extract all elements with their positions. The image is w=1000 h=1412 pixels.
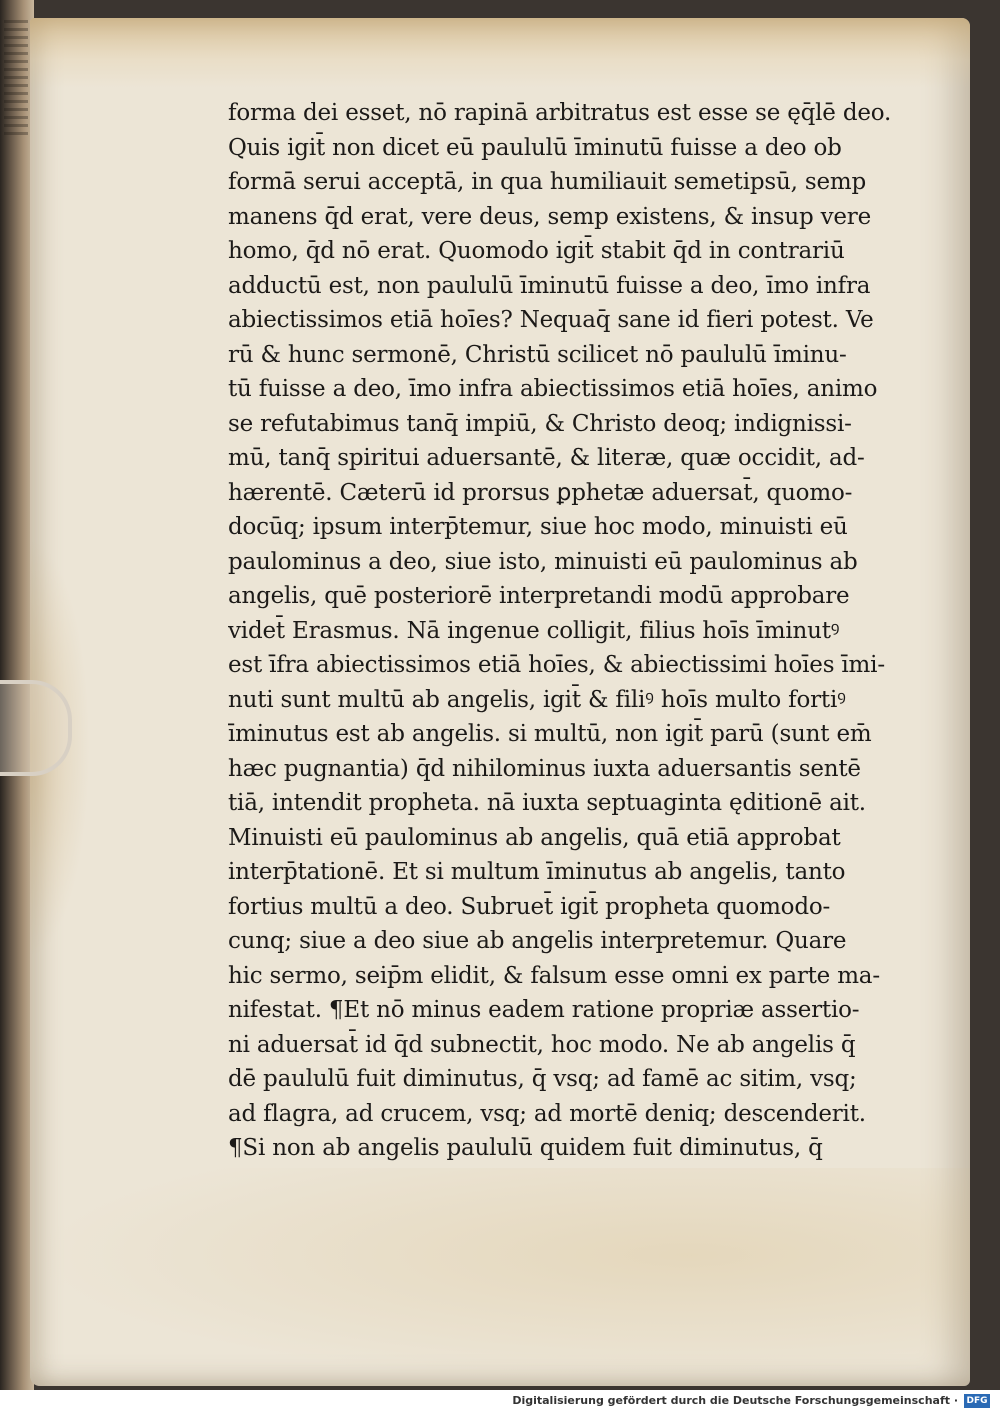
- text-line: ni aduersat̄ id q̄d subnectit, hoc modo. Ne ab angelis q̄: [228, 1031, 856, 1058]
- bottom-stain: [30, 1168, 970, 1386]
- text-line: dē paululū fuit diminutus, q̄ vsq; ad famē ac sitim, vsq;: [228, 1066, 857, 1092]
- text-line: nuti sunt multū ab angelis, igit̄ & filiꝰ hoīs multo fortiꝰ: [228, 686, 846, 713]
- text-line: interp̄tationē. Et si multum īminutus ab angelis, tanto: [228, 859, 846, 885]
- text-line: hic sermo, seip̄m elidit, & falsum esse omni ex parte ma-: [228, 962, 880, 989]
- text-line: fortius multū a deo. Subruet̄ igit̄ propheta quomodo-: [228, 893, 831, 920]
- text-line: abiectissimos etiā hoīes? Nequaq̄ sane id fieri potest. Ve: [228, 307, 874, 333]
- text-line: angelis, quē posteriorē interpretandi modū approbare: [228, 583, 850, 609]
- text-line: tū fuisse a deo, īmo infra abiectissimos etiā hoīes, animo: [228, 376, 878, 402]
- text-line: paulominus a deo, siue isto, minuisti eū paulominus ab: [228, 548, 858, 575]
- text-line: rū & hunc sermonē, Christū scilicet nō paululū īminu-: [228, 341, 847, 368]
- text-line: nifestat. ¶Et nō minus eadem ratione propriæ assertio-: [228, 997, 860, 1023]
- text-line: mū, tanq̄ spiritui aduersantē, & literæ, quæ occidit, ad-: [228, 445, 865, 471]
- text-line: adductū est, non paululū īminutū fuisse a deo, īmo infra: [228, 272, 871, 299]
- text-line: homo, q̄d nō erat. Quomodo igit̄ stabit q̄d in contrariū: [228, 238, 845, 264]
- text-line: Quis igit̄ non dicet eū paululū īminutū fuisse a deo ob: [228, 134, 842, 161]
- text-line: ¶Si non ab angelis paululū quidem fuit diminutus, q̄: [228, 1135, 823, 1161]
- text-line: docūq; ipsum interp̄temur, siue hoc modo, minuisti eū: [228, 514, 848, 540]
- text-line: se refutabimus tanq̄ impiū, & Christo deoq; indignissi-: [228, 410, 852, 437]
- text-line: formā serui acceptā, in qua humiliauit semetipsū, semp: [228, 169, 866, 195]
- text-line: videt̄ Erasmus. Nā ingenue colligit, filius hoīs īminutꝰ: [228, 617, 840, 644]
- text-line: manens q̄d erat, vere deus, semp existens, & insup vere: [228, 203, 872, 230]
- paper-clip: [0, 680, 72, 776]
- digitization-credit: Digitalisierung gefördert durch die Deutsche Forschungsgemeinschaft ·: [512, 1394, 958, 1407]
- text-line: hærentē. Cæterū id prorsus ꝑphetæ aduersat̄, quomo-: [228, 479, 853, 506]
- text-line: cunq; siue a deo siue ab angelis interpretemur. Quare: [228, 928, 847, 954]
- top-water-stain: [30, 18, 970, 88]
- printed-text-block: [228, 96, 918, 1166]
- text-line: forma dei esset, nō rapinā arbitratus est esse se ęq̄lē deo.: [228, 100, 892, 126]
- binding-spine-marks: [4, 20, 28, 140]
- text-line: Minuisti eū paulominus ab angelis, quā etiā approbat: [228, 824, 841, 851]
- text-line: tiā, intendit propheta. nā iuxta septuaginta ęditionē ait.: [228, 790, 866, 816]
- text-line: est īfra abiectissimos etiā hoīes, & abiectissimi hoīes īmi-: [228, 652, 885, 678]
- text-line: īminutus est ab angelis. si multū, non igit̄ parū (sunt em̄: [228, 721, 872, 747]
- dfg-logo: DFG: [964, 1394, 990, 1408]
- text-line: hæc pugnantia) q̄d nihilominus iuxta aduersantis sentē: [228, 755, 861, 782]
- text-line: ad flagra, ad crucem, vsq; ad mortē deniq; descenderit.: [228, 1100, 866, 1127]
